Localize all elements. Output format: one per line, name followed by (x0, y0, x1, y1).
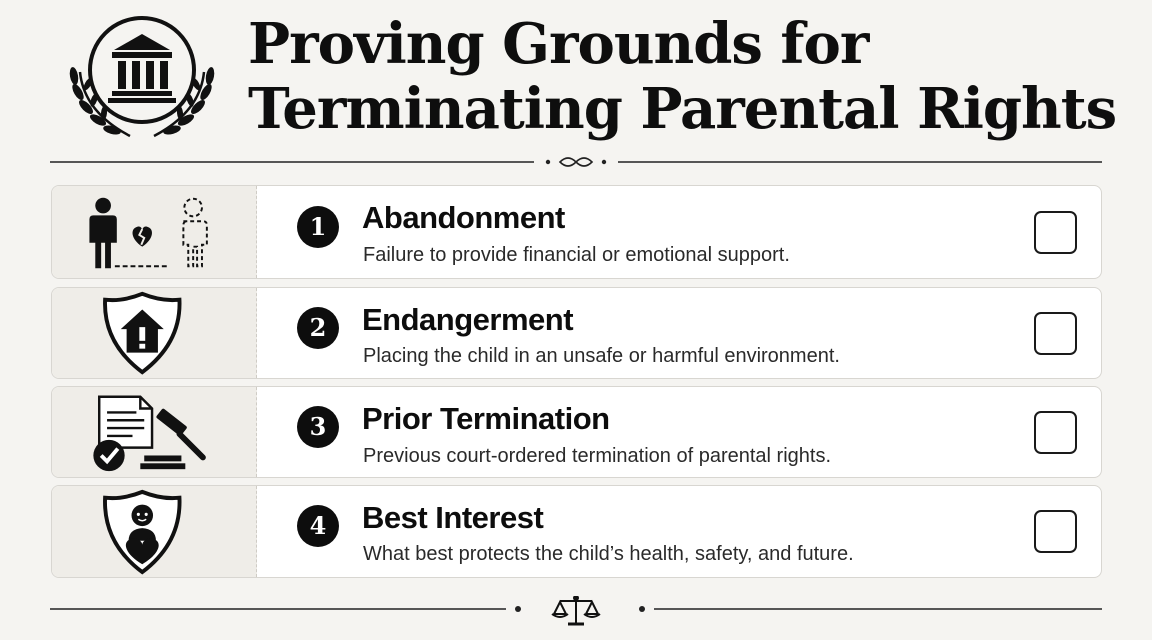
card-icon-panel (52, 186, 257, 278)
card-icon-panel (52, 486, 257, 577)
ground-description: Failure to provide financial or emotional support. (363, 244, 790, 266)
ground-description: Placing the child in an unsafe or harmful environment. (363, 345, 840, 367)
ground-number-badge: 1 (297, 206, 339, 248)
home-warning-shield-icon (52, 288, 257, 378)
scales-of-justice-icon (552, 596, 600, 624)
ground-card-prior-termination (51, 386, 1102, 478)
card-icon-panel (52, 288, 257, 378)
ground-title: Prior Termination (362, 401, 610, 436)
ground-checkbox-prior-termination[interactable] (1034, 411, 1077, 454)
ground-description: What best protects the child’s health, safety, and future. (363, 543, 854, 565)
abandonment-icon (52, 186, 257, 278)
title-line-2: Terminating Parental Rights (248, 76, 1117, 142)
ground-number-badge: 4 (297, 505, 339, 547)
ornament-divider-top (50, 152, 1102, 172)
ground-title: Abandonment (362, 200, 565, 235)
header (0, 0, 1152, 160)
card-icon-panel (52, 387, 257, 477)
ground-checkbox-abandonment[interactable] (1034, 211, 1077, 254)
ground-checkbox-best-interest[interactable] (1034, 510, 1077, 553)
ground-card-endangerment (51, 287, 1102, 379)
scales-divider-bottom (50, 596, 1102, 626)
child-heart-shield-icon (52, 486, 257, 577)
page-title (248, 12, 1128, 142)
ground-title: Endangerment (362, 302, 574, 337)
ground-description: Previous court-ordered termination of parental rights. (363, 445, 832, 467)
ground-number-badge: 2 (297, 307, 339, 349)
ground-number-badge: 3 (297, 406, 339, 448)
ground-checkbox-endangerment[interactable] (1034, 312, 1077, 355)
title-line-1: Proving Grounds for (248, 11, 869, 77)
ground-card-best-interest (51, 485, 1102, 578)
courthouse-emblem-icon (66, 12, 218, 144)
document-gavel-icon (52, 387, 257, 477)
ground-card-abandonment (51, 185, 1102, 279)
ground-title: Best Interest (362, 500, 544, 535)
